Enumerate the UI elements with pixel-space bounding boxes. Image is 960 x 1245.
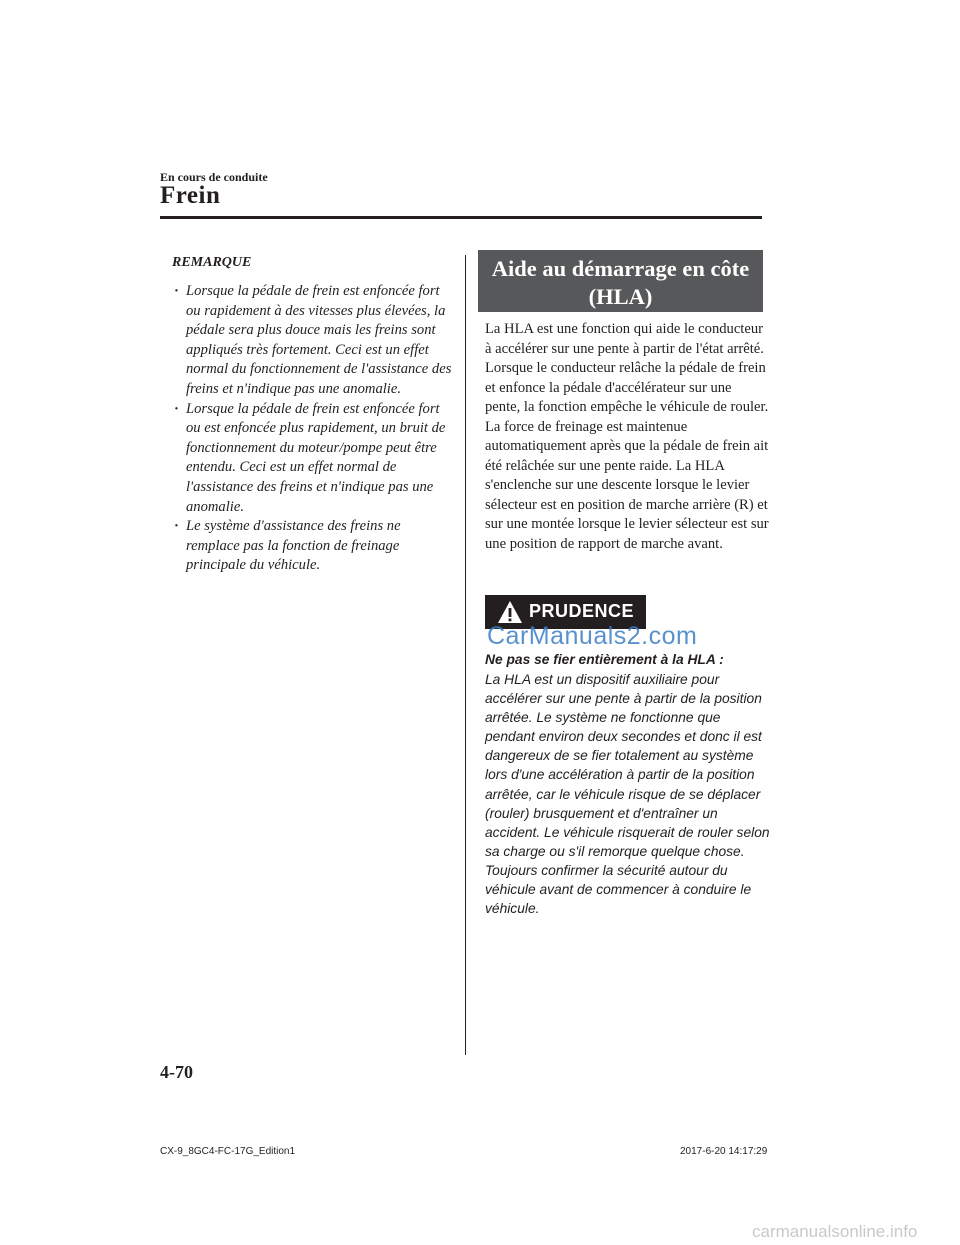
watermark-carmanualsonline: carmanualsonline.info [752,1222,918,1241]
section-label: En cours de conduite [160,170,268,184]
column-divider [465,255,466,1055]
note-item-1: · Lorsque la pédale de frein est enfoncée fort ou rapidement à des vitesses plus élevées, la pédale sera plus douce mais les freins sont appliqués très fortement. Ceci est un effet normal du fonctionnement de l'assistance des freins et n'indique pas une anomalie. [172,282,457,400]
note-heading: REMARQUE [172,255,252,270]
note-list [172,282,457,576]
hla-description: La HLA est une fonction qui aide le conducteur à accélérer sur une pente à partir de l'état arrêté. Lorsque le conducteur relâche la pédale de frein et enfonce la pédale d'accélérateur sur une pente, la fonction empêche le véhicule de rouler. La force de freinage est maintenue automatiquement après que la pédale de frein ait été relâchée sur une pente raide. La HLA s'enclenche sur une descente lorsque le levier sélecteur est en position de marche arrière (R) et sur une montée lorsque le levier sélecteur est sur une position de rapport de marche avant. [485,321,769,552]
caution-text: La HLA est un dispositif auxiliaire pour accélérer sur une pente à partir de la position arrêtée. Le système ne fonctionne que pendant environ deux secondes et donc il est dangereux de se fier totalement au système lors d'une accélération à partir de la position arrêtée, car le véhicule risque de se déplacer (rouler) brusquement et d'entraîner un accident. Le véhicule risquerait de rouler selon sa charge ou s'il remorque quelque chose. Toujours confirmer la sécurité autour du véhicule avant de commencer à conduire le véhicule. [485,672,770,917]
page-number: 4-70 [160,1062,193,1082]
note-item-2: · Lorsque la pédale de frein est enfoncée fort ou est enfoncée plus rapidement, un bruit de fonctionnement du moteur/pompe peut être entendu. Ceci est un effet normal de l'assistance des freins et n'indique pas une anomalie. [172,400,457,518]
document-id: CX-9_8GC4-FC-17G_Edition1 [160,1146,296,1157]
warning-triangle-icon [497,600,523,624]
hla-title-line1: Aide au démarrage en côte [491,256,750,281]
caution-label: PRUDENCE [529,601,635,621]
note-item-3: · Le système d'assistance des freins ne remplace pas la fonction de freinage principale du véhicule. [172,517,457,576]
hla-section-banner [478,250,763,312]
page-title: Frein [160,182,221,209]
watermark-carmanuals2: CarManuals2.com [487,622,698,650]
print-timestamp: 2017-6-20 14:17:29 [680,1146,768,1157]
hla-title-line2: (HLA) [588,284,653,309]
caution-heading: Ne pas se fier entièrement à la HLA : [485,652,724,667]
title-rule [160,216,762,219]
